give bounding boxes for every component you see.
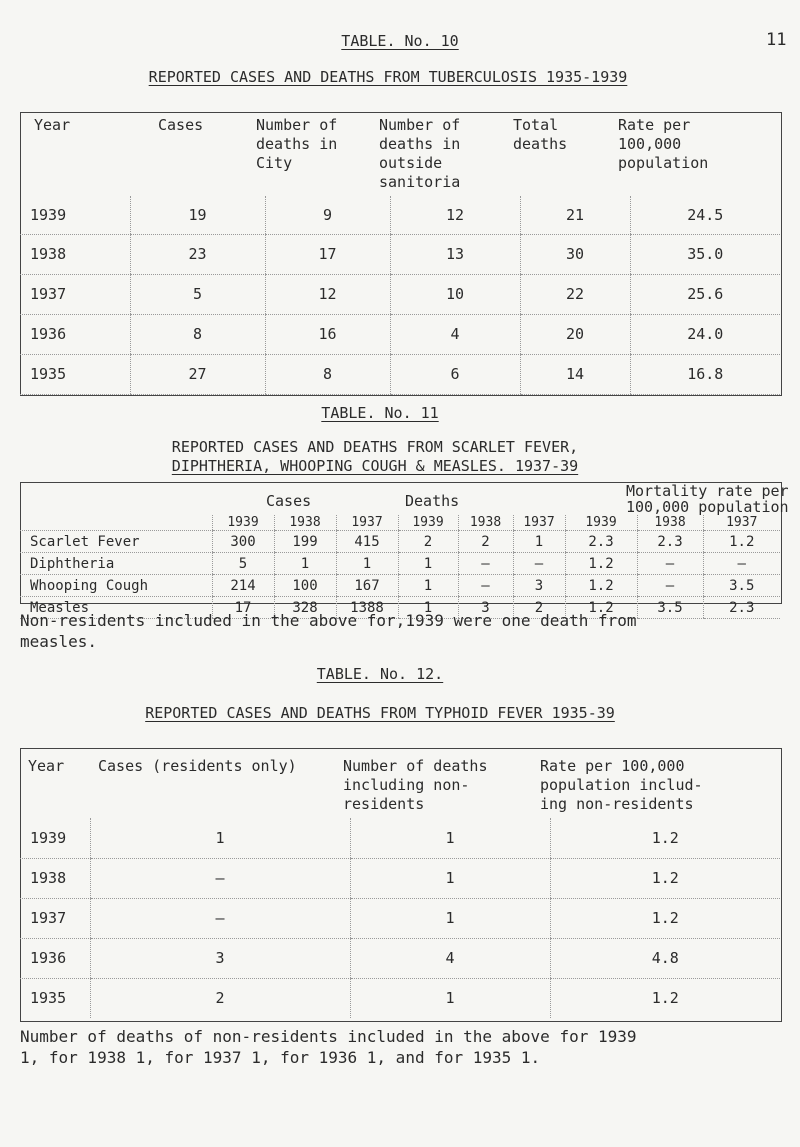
table-cell: 23 bbox=[130, 234, 265, 274]
table-cell: 1936 bbox=[20, 938, 90, 978]
table-cell: 1939 bbox=[20, 196, 130, 234]
table-cell: 1937 bbox=[703, 515, 780, 531]
table-cell: 5 bbox=[130, 274, 265, 314]
table12-header-year: Year bbox=[28, 757, 65, 775]
table-cell: – bbox=[90, 858, 350, 898]
table-cell: 6 bbox=[390, 354, 520, 394]
table12-header-cases: Cases (residents only) bbox=[98, 757, 297, 775]
table-cell: 10 bbox=[390, 274, 520, 314]
table-cell: 1 bbox=[336, 553, 398, 575]
table-row bbox=[20, 553, 780, 575]
table-cell: 4.8 bbox=[550, 938, 780, 978]
table-row bbox=[20, 858, 780, 898]
table-cell: 415 bbox=[336, 531, 398, 553]
table11-header-deaths: Deaths bbox=[405, 492, 460, 510]
table12-title: REPORTED CASES AND DEATHS FROM TYPHOID FEVER 1935-39 bbox=[145, 704, 615, 722]
table-row bbox=[20, 978, 780, 1018]
table-cell: 2 bbox=[513, 597, 565, 619]
table-cell: 1.2 bbox=[550, 898, 780, 938]
table-cell: 1.2 bbox=[550, 818, 780, 858]
table-cell: 1938 bbox=[20, 858, 90, 898]
table-cell: 22 bbox=[520, 274, 630, 314]
table-cell: 1 bbox=[398, 553, 458, 575]
table12-note: Number of deaths of non-residents included in the above for 1939 1, for 1938 1, for 1937 1, for 1936 1, and for 1935 1. bbox=[20, 1027, 637, 1067]
table-cell: Diphtheria bbox=[20, 553, 212, 575]
table10-header-cases: Cases bbox=[158, 116, 204, 134]
table-cell: 1 bbox=[513, 531, 565, 553]
table-cell: 8 bbox=[130, 314, 265, 354]
table-cell: 12 bbox=[390, 196, 520, 234]
table-cell: 1 bbox=[350, 818, 550, 858]
table-cell: 1939 bbox=[20, 818, 90, 858]
table-cell: 16.8 bbox=[630, 354, 780, 394]
table-cell: 214 bbox=[212, 575, 274, 597]
table12-body bbox=[20, 818, 780, 1018]
table-cell: Scarlet Fever bbox=[20, 531, 212, 553]
table10-header-rate: Rate per 100,000 population bbox=[618, 116, 709, 172]
table10-header-year: Year bbox=[34, 116, 71, 134]
table11-header-mortality: Mortality rate per 100,000 population bbox=[626, 482, 789, 516]
table-cell: 1939 bbox=[565, 515, 637, 531]
table-cell: 1938 bbox=[637, 515, 703, 531]
table-cell: 1.2 bbox=[703, 531, 780, 553]
table10-header-total: Total deaths bbox=[513, 116, 568, 153]
table-cell: 13 bbox=[390, 234, 520, 274]
table-cell: 2.3 bbox=[565, 531, 637, 553]
table-cell: 14 bbox=[520, 354, 630, 394]
table-row bbox=[20, 354, 780, 394]
table-cell: 1937 bbox=[20, 274, 130, 314]
table-row bbox=[20, 575, 780, 597]
table-cell: 199 bbox=[274, 531, 336, 553]
table-cell: – bbox=[90, 898, 350, 938]
table-cell: – bbox=[637, 575, 703, 597]
table10-title: REPORTED CASES AND DEATHS FROM TUBERCULOSIS 1935-1939 bbox=[148, 68, 628, 86]
table-cell: 20 bbox=[520, 314, 630, 354]
table-row bbox=[20, 515, 780, 531]
table-cell: 1935 bbox=[20, 354, 130, 394]
table-cell: 4 bbox=[390, 314, 520, 354]
table11-note: Non-residents included in the above for,1939 were one death from measles. bbox=[20, 611, 637, 651]
table11-header-cases: Cases bbox=[266, 492, 312, 510]
table-row bbox=[20, 196, 780, 234]
table10-label: TABLE. No. 10 bbox=[341, 32, 459, 50]
table-cell: 12 bbox=[265, 274, 390, 314]
table11-label: TABLE. No. 11 bbox=[321, 404, 439, 422]
table-cell: 30 bbox=[520, 234, 630, 274]
table-cell: – bbox=[637, 553, 703, 575]
table-cell: 100 bbox=[274, 575, 336, 597]
table12-label: TABLE. No. 12. bbox=[316, 665, 444, 683]
table-cell: 24.0 bbox=[630, 314, 780, 354]
table-row bbox=[20, 234, 780, 274]
table10-body bbox=[20, 196, 780, 395]
table-cell: 300 bbox=[212, 531, 274, 553]
table-cell: 8 bbox=[265, 354, 390, 394]
table-cell: 21 bbox=[520, 196, 630, 234]
table-cell: 1938 bbox=[458, 515, 513, 531]
table-row bbox=[20, 898, 780, 938]
table-cell: 3.5 bbox=[637, 597, 703, 619]
table-cell: 17 bbox=[265, 234, 390, 274]
table-cell: 9 bbox=[265, 196, 390, 234]
table-cell: 1937 bbox=[513, 515, 565, 531]
table-cell: – bbox=[513, 553, 565, 575]
table-cell: 3 bbox=[90, 938, 350, 978]
table-cell: 1 bbox=[90, 818, 350, 858]
table-cell: 1939 bbox=[398, 515, 458, 531]
table-cell: 167 bbox=[336, 575, 398, 597]
table-cell: 3 bbox=[458, 597, 513, 619]
table12-header-rate: Rate per 100,000 population includ- ing non-residents bbox=[540, 757, 703, 813]
table-row bbox=[20, 818, 780, 858]
table-cell: 1.2 bbox=[565, 575, 637, 597]
table-cell: 1.2 bbox=[550, 858, 780, 898]
table-cell: 1.2 bbox=[565, 553, 637, 575]
table-cell: 1388 bbox=[336, 597, 398, 619]
table-row bbox=[20, 938, 780, 978]
table-cell: 4 bbox=[350, 938, 550, 978]
table11-title-line1: REPORTED CASES AND DEATHS FROM SCARLET FEVER, bbox=[171, 438, 579, 456]
table-cell: 35.0 bbox=[630, 234, 780, 274]
table11-body bbox=[20, 515, 780, 619]
table-cell: 24.5 bbox=[630, 196, 780, 234]
table-cell: Measles bbox=[20, 597, 212, 619]
table-cell: 2 bbox=[458, 531, 513, 553]
table-cell: – bbox=[458, 553, 513, 575]
page-number: 11 bbox=[766, 30, 787, 50]
table-cell: 1 bbox=[274, 553, 336, 575]
table-cell: 1938 bbox=[20, 234, 130, 274]
table-cell: 25.6 bbox=[630, 274, 780, 314]
table10-header-deaths-city: Number of deaths in City bbox=[256, 116, 338, 172]
table10-header-deaths-outside: Number of deaths in outside sanitoria bbox=[379, 116, 461, 191]
table-cell: 19 bbox=[130, 196, 265, 234]
table-row bbox=[20, 314, 780, 354]
table-cell: – bbox=[458, 575, 513, 597]
table-cell: 1937 bbox=[336, 515, 398, 531]
table-cell: 5 bbox=[212, 553, 274, 575]
table-cell: 1938 bbox=[274, 515, 336, 531]
table-row bbox=[20, 274, 780, 314]
table-cell: 3 bbox=[513, 575, 565, 597]
table-cell: 16 bbox=[265, 314, 390, 354]
table-cell: 1.2 bbox=[550, 978, 780, 1018]
table-cell: Whooping Cough bbox=[20, 575, 212, 597]
table-cell: 27 bbox=[130, 354, 265, 394]
table-row bbox=[20, 531, 780, 553]
table-cell: 1936 bbox=[20, 314, 130, 354]
table-cell: 1 bbox=[350, 858, 550, 898]
table-cell: 1.2 bbox=[565, 597, 637, 619]
table-cell: 1 bbox=[350, 978, 550, 1018]
table-cell bbox=[20, 515, 212, 531]
table-cell: – bbox=[703, 553, 780, 575]
table-cell: 1939 bbox=[212, 515, 274, 531]
table-cell: 2 bbox=[90, 978, 350, 1018]
table-cell: 2.3 bbox=[637, 531, 703, 553]
table-cell: 2 bbox=[398, 531, 458, 553]
table-cell: 2.3 bbox=[703, 597, 780, 619]
table-cell: 328 bbox=[274, 597, 336, 619]
table11-title-line2: DIPHTHERIA, WHOOPING COUGH & MEASLES. 1937-39 bbox=[171, 457, 579, 475]
table-cell: 17 bbox=[212, 597, 274, 619]
table12-header-deaths: Number of deaths including non- residents bbox=[343, 757, 488, 813]
table-cell: 1 bbox=[398, 575, 458, 597]
table-cell: 1937 bbox=[20, 898, 90, 938]
table-cell: 3.5 bbox=[703, 575, 780, 597]
table-cell: 1 bbox=[398, 597, 458, 619]
table-cell: 1935 bbox=[30, 989, 67, 1008]
table-cell: 1 bbox=[350, 898, 550, 938]
